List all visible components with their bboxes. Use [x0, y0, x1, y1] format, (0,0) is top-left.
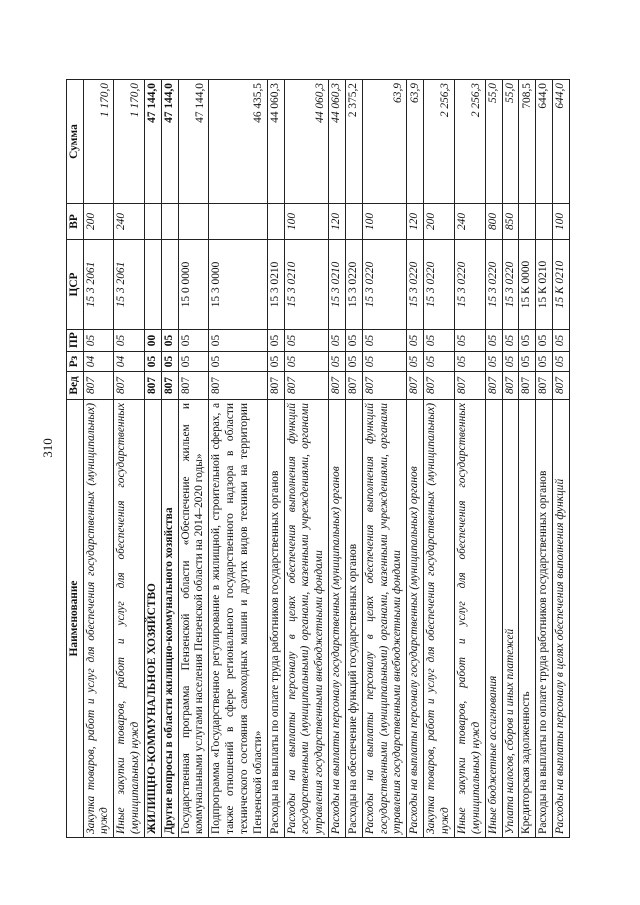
row-ved: 807 — [519, 372, 536, 400]
row-name: Расходы на выплаты персоналу в целях обеспечения выполнения функций — [553, 400, 570, 838]
row-rz: 05 — [519, 352, 536, 372]
row-rz: 05 — [329, 352, 346, 372]
row-name: Расходы на выплаты персоналу государственных (муниципальных) органов — [329, 400, 346, 838]
row-rz: 05 — [553, 352, 570, 372]
row-vr: 100 — [553, 204, 570, 240]
row-sum: 63,9 — [407, 80, 424, 204]
row-csr: 15 3 2061 — [114, 240, 145, 330]
table-row — [329, 80, 346, 838]
table-row — [161, 80, 178, 838]
row-name: Государственная программа Пензенской области «Обеспечение жильем и коммунальными услугами населения Пензенской области на 2014–2020 годы» — [178, 400, 209, 838]
row-ved: 807 — [329, 372, 346, 400]
row-rz: 05 — [502, 352, 519, 372]
row-csr: 15 3 0220 — [485, 240, 502, 330]
row-sum: 63,9 — [362, 80, 407, 204]
row-pr: 05 — [209, 330, 267, 352]
table-row — [454, 80, 485, 838]
table-row — [346, 80, 363, 838]
row-ved: 807 — [424, 372, 455, 400]
row-csr: 15 К 0000 — [519, 240, 536, 330]
table-row — [83, 80, 114, 838]
row-csr: 15 3 0220 — [346, 240, 363, 330]
row-name: ЖИЛИЩНО-КОММУНАЛЬНОЕ ХОЗЯЙСТВО — [145, 400, 162, 838]
row-pr: 05 — [362, 330, 407, 352]
row-sum: 47 144,0 — [178, 80, 209, 204]
row-name: Иные закупки товаров, работ и услуг для обеспечения государственных (муниципальных) нужд — [114, 400, 145, 838]
row-ved: 807 — [284, 372, 329, 400]
row-rz: 05 — [267, 352, 284, 372]
row-ved: 807 — [346, 372, 363, 400]
row-pr: 05 — [519, 330, 536, 352]
table-row — [502, 80, 519, 838]
row-ved: 807 — [502, 372, 519, 400]
row-sum: 55,0 — [502, 80, 519, 204]
row-name: Иные бюджетные ассигнования — [485, 400, 502, 838]
row-name: Закупка товаров, работ и услуг для обеспечения государственных (муниципальных) нужд — [83, 400, 114, 838]
row-rz: 05 — [178, 352, 209, 372]
row-ved: 807 — [454, 372, 485, 400]
row-rz: 05 — [362, 352, 407, 372]
page-number: 310 — [40, 438, 55, 458]
row-vr — [267, 204, 284, 240]
row-csr: 15 3 0210 — [284, 240, 329, 330]
table-row — [209, 80, 267, 838]
row-ved: 807 — [178, 372, 209, 400]
row-sum: 644,0 — [536, 80, 553, 204]
row-name: Расходы на выплаты персоналу в целях обеспечения выполнения функций государственными (муниципальными) органами, казенными учреждениями, органами управления государственными внебюджетными фондами — [284, 400, 329, 838]
row-sum: 1 170,0 — [83, 80, 114, 204]
row-vr: 120 — [407, 204, 424, 240]
row-csr: 15 3 0220 — [502, 240, 519, 330]
row-pr: 00 — [145, 330, 162, 352]
row-ved: 807 — [209, 372, 267, 400]
row-sum: 47 144,0 — [161, 80, 178, 204]
table-row — [553, 80, 570, 838]
header-csr: ЦСР — [67, 240, 84, 330]
row-pr: 05 — [329, 330, 346, 352]
table-row — [145, 80, 162, 838]
table-header-row — [67, 80, 84, 838]
row-csr: 15 3 0220 — [407, 240, 424, 330]
row-vr: 100 — [284, 204, 329, 240]
row-ved: 807 — [362, 372, 407, 400]
header-name: Наименование — [67, 400, 84, 838]
row-csr: 15 К 0210 — [536, 240, 553, 330]
row-rz: 05 — [284, 352, 329, 372]
row-rz: 05 — [161, 352, 178, 372]
row-rz: 05 — [346, 352, 363, 372]
row-rz: 05 — [145, 352, 162, 372]
row-pr: 05 — [83, 330, 114, 352]
table-row — [267, 80, 284, 838]
row-ved: 807 — [114, 372, 145, 400]
table-row — [536, 80, 553, 838]
row-pr: 05 — [178, 330, 209, 352]
row-name: Уплата налогов, сборов и иных платежей — [502, 400, 519, 838]
row-vr: 800 — [485, 204, 502, 240]
row-pr: 05 — [553, 330, 570, 352]
row-vr: 240 — [454, 204, 485, 240]
row-csr: 15 К 0210 — [553, 240, 570, 330]
row-rz: 04 — [114, 352, 145, 372]
table-row — [407, 80, 424, 838]
header-pr: ПР — [67, 330, 84, 352]
row-csr: 15 3 0210 — [329, 240, 346, 330]
row-ved: 807 — [83, 372, 114, 400]
row-vr: 240 — [114, 204, 145, 240]
table-row — [178, 80, 209, 838]
row-name: Подпрограмма «Государственное регулирование в жилищной, строительной сферах, а также отношений в сфере регионального государственного надзора в области технического состояния самоходных машин и других видов техники на территории Пензенской области» — [209, 400, 267, 838]
row-ved: 807 — [161, 372, 178, 400]
row-ved: 807 — [536, 372, 553, 400]
row-csr: 15 3 2061 — [83, 240, 114, 330]
row-rz: 05 — [485, 352, 502, 372]
row-sum: 46 435,5 — [209, 80, 267, 204]
row-name: Расходы на выплаты персоналу в целях обеспечения выполнения функций государственными (муниципальными) органами, казенными учреждениями, органами управления государственными внебюджетными фондами — [362, 400, 407, 838]
budget-table — [66, 79, 570, 838]
row-vr — [519, 204, 536, 240]
row-csr: 15 3 0000 — [209, 240, 267, 330]
row-csr: 15 3 0220 — [424, 240, 455, 330]
row-ved: 807 — [485, 372, 502, 400]
row-sum: 55,0 — [485, 80, 502, 204]
row-pr: 05 — [346, 330, 363, 352]
row-name: Расходы на выплаты по оплате труда работников государственных органов — [536, 400, 553, 838]
row-sum: 1 170,0 — [114, 80, 145, 204]
row-name: Расходы на выплаты персоналу государственных (муниципальных) органов — [407, 400, 424, 838]
row-vr — [145, 204, 162, 240]
header-vr: ВР — [67, 204, 84, 240]
row-ved: 807 — [407, 372, 424, 400]
table-row — [284, 80, 329, 838]
row-pr: 05 — [485, 330, 502, 352]
row-ved: 807 — [145, 372, 162, 400]
row-vr — [178, 204, 209, 240]
row-vr: 200 — [83, 204, 114, 240]
row-pr: 05 — [407, 330, 424, 352]
table-row — [362, 80, 407, 838]
header-sum: Сумма — [67, 80, 84, 204]
row-rz: 05 — [209, 352, 267, 372]
table-row — [485, 80, 502, 838]
row-sum: 44 060,3 — [267, 80, 284, 204]
row-sum: 2 256,3 — [454, 80, 485, 204]
row-name: Расходы на выплаты по оплате труда работников государственных органов — [267, 400, 284, 838]
row-rz: 05 — [407, 352, 424, 372]
table-row — [424, 80, 455, 838]
row-name: Другие вопросы в области жилищно-коммунального хозяйства — [161, 400, 178, 838]
row-rz: 05 — [536, 352, 553, 372]
row-vr: 200 — [424, 204, 455, 240]
row-rz: 04 — [83, 352, 114, 372]
row-name: Кредиторская задолженность — [519, 400, 536, 838]
row-vr: 100 — [362, 204, 407, 240]
row-vr — [209, 204, 267, 240]
rotated-table-wrapper — [66, 80, 570, 838]
row-pr: 05 — [114, 330, 145, 352]
row-sum: 44 060,3 — [329, 80, 346, 204]
row-ved: 807 — [267, 372, 284, 400]
row-pr: 05 — [454, 330, 485, 352]
row-csr: 15 3 0220 — [454, 240, 485, 330]
row-pr: 05 — [161, 330, 178, 352]
row-csr: 15 3 0210 — [267, 240, 284, 330]
row-vr: 850 — [502, 204, 519, 240]
row-pr: 05 — [267, 330, 284, 352]
row-csr — [145, 240, 162, 330]
row-ved: 807 — [553, 372, 570, 400]
row-sum: 2 375,2 — [346, 80, 363, 204]
row-name: Иные закупки товаров, работ и услуг для обеспечения государственных (муниципальных) нужд — [454, 400, 485, 838]
row-pr: 05 — [424, 330, 455, 352]
table-row — [114, 80, 145, 838]
row-csr — [161, 240, 178, 330]
row-rz: 05 — [424, 352, 455, 372]
header-ved: Вед — [67, 372, 84, 400]
row-sum: 2 256,3 — [424, 80, 455, 204]
row-name: Расходы на обеспечение функций государственных органов — [346, 400, 363, 838]
row-pr: 05 — [284, 330, 329, 352]
row-vr — [346, 204, 363, 240]
row-vr — [536, 204, 553, 240]
row-rz: 05 — [454, 352, 485, 372]
row-name: Закупка товаров, работ и услуг для обеспечения государственных (муниципальных) нужд — [424, 400, 455, 838]
row-pr: 05 — [536, 330, 553, 352]
row-sum: 44 060,3 — [284, 80, 329, 204]
row-sum: 644,0 — [553, 80, 570, 204]
table-row — [519, 80, 536, 838]
row-csr: 15 3 0220 — [362, 240, 407, 330]
row-vr: 120 — [329, 204, 346, 240]
row-sum: 708,5 — [519, 80, 536, 204]
header-rz: Рз — [67, 352, 84, 372]
row-vr — [161, 204, 178, 240]
row-sum: 47 144,0 — [145, 80, 162, 204]
row-csr: 15 0 0000 — [178, 240, 209, 330]
row-pr: 05 — [502, 330, 519, 352]
